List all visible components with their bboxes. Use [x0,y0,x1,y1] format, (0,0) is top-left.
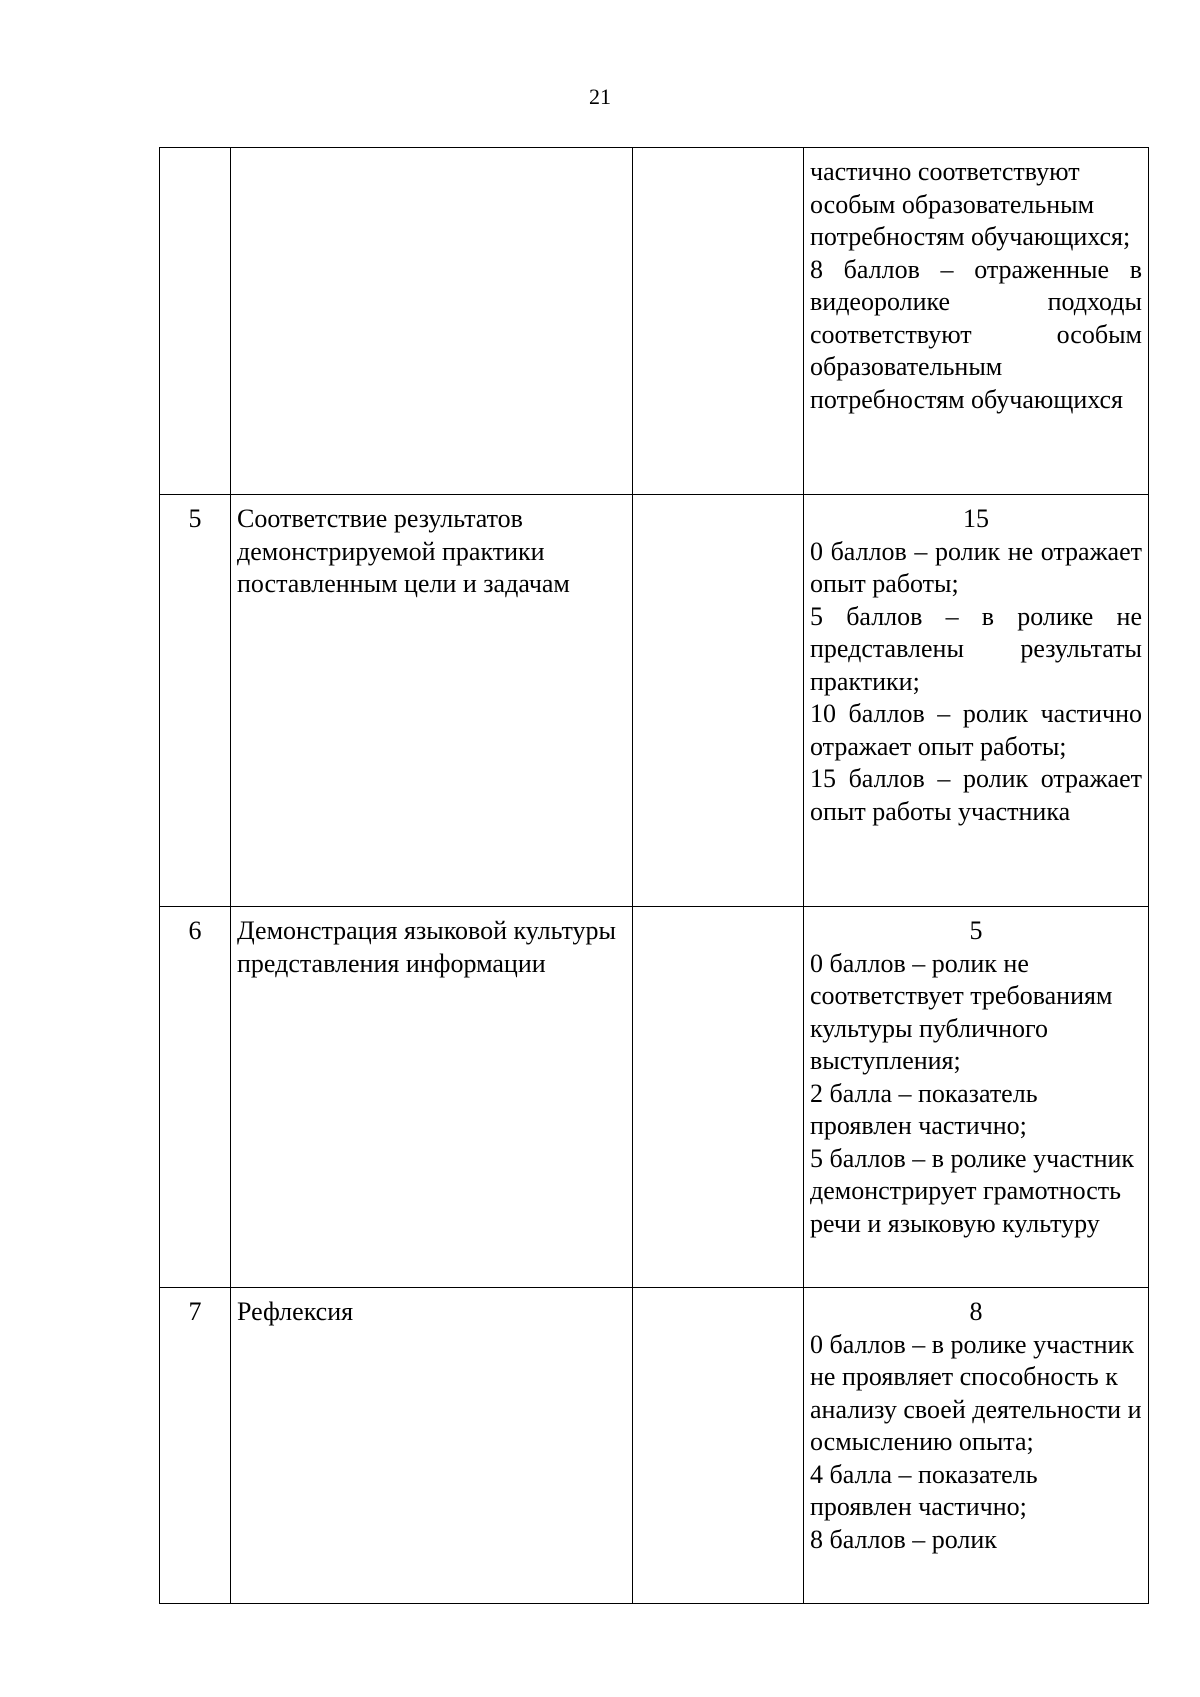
empty-cell [633,907,804,1288]
row-number-cell: 5 [160,495,231,907]
row-number-cell: 7 [160,1288,231,1604]
page-number: 21 [589,84,611,109]
table-row [160,907,1149,1288]
score-line: 0 баллов – ролик не отражает опыт работы; [810,536,1142,598]
score-line: 8 баллов – ролик [810,1524,997,1554]
empty-cell [633,148,804,495]
score-line: 5 баллов – в ролике не представлены результаты практики; [810,601,1142,696]
criterion-cell: Демонстрация языковой культуры представления информации [231,907,633,1288]
score-description-cell [804,907,1149,1288]
table-row [160,1288,1149,1604]
score-line: 4 балла – показатель проявлен частично; [810,1459,1038,1521]
criterion-cell: Рефлексия [231,1288,633,1604]
score-line: частично соответствуют особым образовательным потребностям обучающихся; [810,157,1131,251]
score-description-cell [804,148,1149,495]
row-number-cell [160,148,231,495]
score-line: 10 баллов – ролик частично отражает опыт работы; [810,699,1142,761]
max-score: 5 [969,916,983,945]
score-line: 8 баллов – отраженные в видеоролике подходы соответствуют особым образовательным потребностям обучающихся [810,254,1142,414]
score-description-cell [804,1288,1149,1604]
score-line: 0 баллов – ролик не соответствует требованиям культуры публичного выступления; [810,948,1113,1075]
score-line: 5 баллов – в ролике участник демонстрирует грамотность речи и языковую культуру [810,1143,1135,1238]
max-score: 15 [963,504,989,533]
criteria-table [159,147,1149,1604]
empty-cell [633,1288,804,1604]
score-line: 15 баллов – ролик отражает опыт работы участника [810,764,1142,826]
criterion-cell [231,148,633,495]
max-score: 8 [969,1297,983,1326]
table-row [160,148,1149,495]
score-line: 2 балла – показатель проявлен частично; [810,1078,1038,1140]
criterion-cell: Соответствие результатов демонстрируемой практики поставленным цели и задачам [231,495,633,907]
score-line: 0 баллов – в ролике участник не проявляет способность к анализу своей деятельности и осмыслению опыта; [810,1329,1142,1456]
score-description-cell [804,495,1149,907]
empty-cell [633,495,804,907]
row-number-cell: 6 [160,907,231,1288]
table-row [160,495,1149,907]
